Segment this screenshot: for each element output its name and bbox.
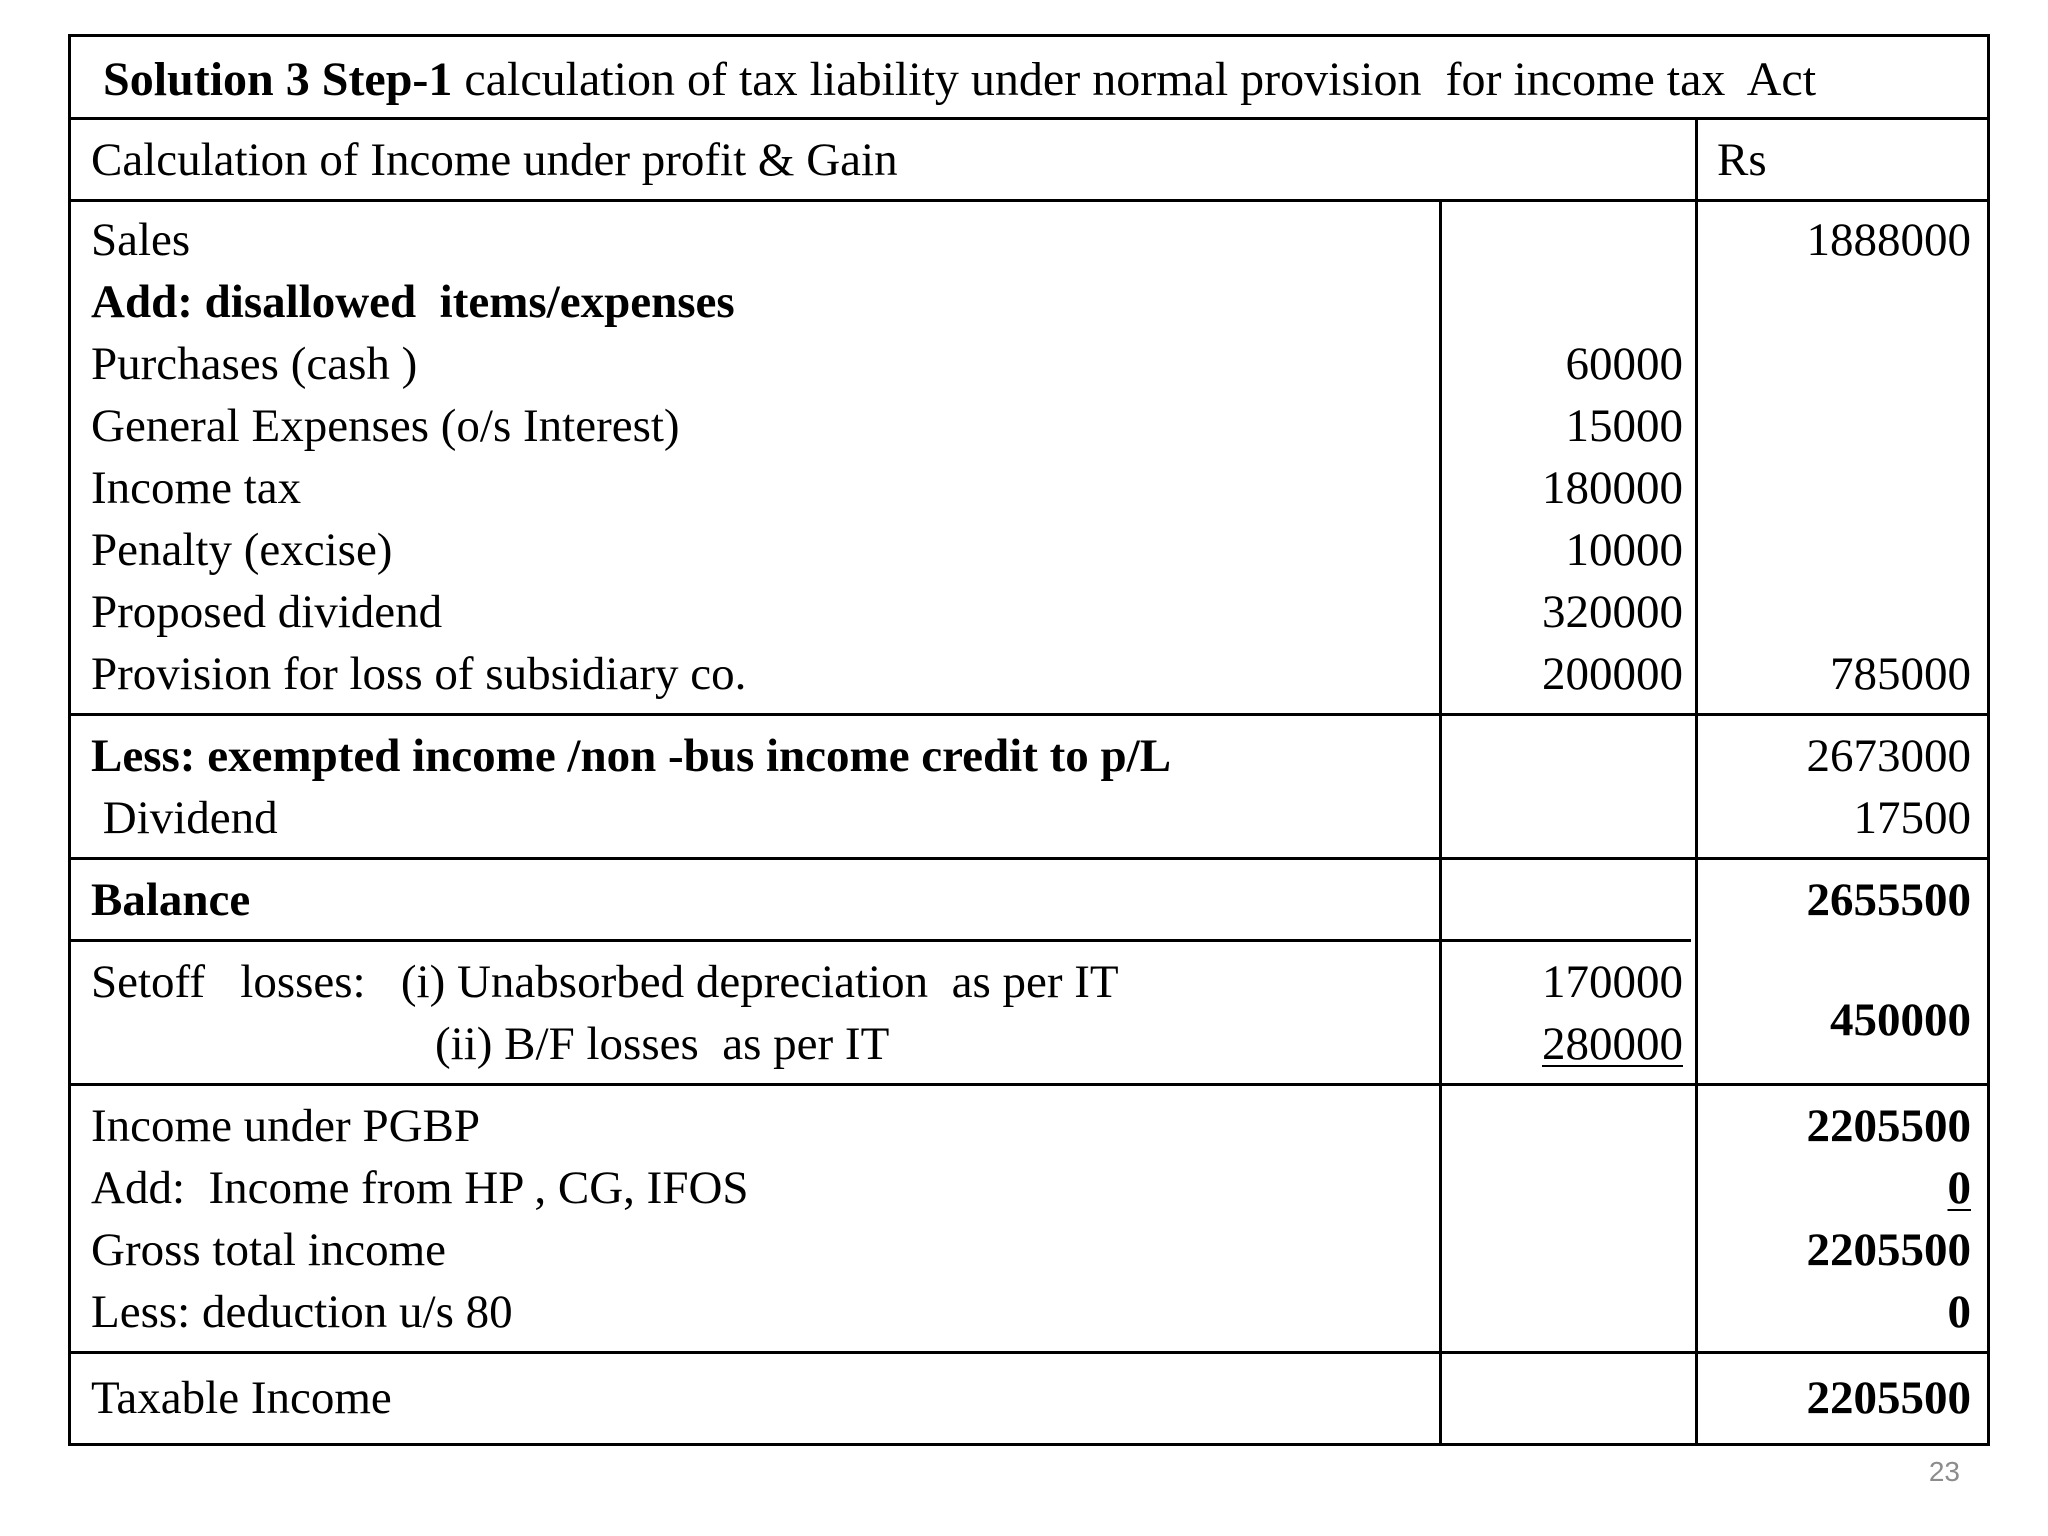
divider — [71, 1351, 1987, 1354]
page-number: 23 — [1928, 1456, 1960, 1487]
setoff-total: 450000 — [1830, 994, 1971, 1046]
sales-label: Sales — [91, 214, 191, 266]
table-title — [103, 49, 1816, 111]
divider — [71, 117, 1987, 120]
pgbp-label: Income under PGBP — [91, 1100, 481, 1152]
item-amount: 200000 — [1542, 648, 1683, 700]
item-label: Provision for loss of subsidiary co. — [91, 648, 747, 700]
subtotal-value: 2673000 — [1806, 730, 1971, 782]
item-label: Purchases (cash ) — [91, 338, 418, 390]
divider — [71, 1083, 1987, 1086]
column-divider-1 — [1439, 199, 1442, 1446]
pgbp-value: 2205500 — [1806, 1100, 1971, 1152]
divider — [71, 857, 1987, 860]
add-disallowed-heading: Add: disallowed items/expenses — [91, 276, 735, 328]
add-other-income-value-text: 0 — [1947, 1162, 1971, 1214]
divider — [71, 713, 1987, 716]
header-label: Calculation of Income under profit & Gain — [91, 134, 898, 186]
setoff-line1-amount: 170000 — [1542, 956, 1683, 1008]
item-label: Proposed dividend — [91, 586, 443, 638]
add-total-value: 785000 — [1830, 648, 1971, 700]
header-currency: Rs — [1717, 134, 1767, 186]
tax-calculation-table — [68, 34, 1990, 1446]
setoff-line2-amount-text: 280000 — [1542, 1018, 1683, 1070]
setoff-line1-label: Setoff losses: (i) Unabsorbed depreciation as per IT — [91, 956, 1119, 1008]
title-text: calculation of tax liability under normal provision for income tax Act — [452, 53, 1817, 106]
divider — [71, 939, 1691, 942]
add-other-income-label: Add: Income from HP , CG, IFOS — [91, 1162, 749, 1214]
item-label: Income tax — [91, 462, 302, 514]
item-label: General Expenses (o/s Interest) — [91, 400, 680, 452]
balance-label: Balance — [91, 874, 251, 926]
setoff-line2-amount — [1447, 1013, 1683, 1075]
item-amount: 10000 — [1565, 524, 1683, 576]
deduction-value: 0 — [1947, 1286, 1971, 1338]
item-label: Penalty (excise) — [91, 524, 393, 576]
add-other-income-value — [1701, 1157, 1971, 1219]
gross-total-income-label: Gross total income — [91, 1224, 447, 1276]
title-bold-prefix: Solution 3 Step-1 — [103, 53, 453, 106]
item-amount: 320000 — [1542, 586, 1683, 638]
taxable-income-label: Taxable Income — [91, 1372, 392, 1424]
deduction-label: Less: deduction u/s 80 — [91, 1286, 513, 1338]
less-exempted-heading: Less: exempted income /non -bus income credit to p/L — [91, 730, 1172, 782]
dividend-value: 17500 — [1853, 792, 1971, 844]
gross-total-income-value: 2205500 — [1806, 1224, 1971, 1276]
item-amount: 180000 — [1542, 462, 1683, 514]
setoff-line2-label: (ii) B/F losses as per IT — [435, 1018, 890, 1070]
sales-value: 1888000 — [1806, 214, 1971, 266]
divider — [71, 199, 1987, 202]
dividend-label: Dividend — [91, 792, 278, 844]
item-amount: 60000 — [1565, 338, 1683, 390]
balance-value: 2655500 — [1806, 874, 1971, 926]
item-amount: 15000 — [1565, 400, 1683, 452]
column-divider-2 — [1695, 119, 1698, 1446]
taxable-income-value: 2205500 — [1806, 1372, 1971, 1424]
